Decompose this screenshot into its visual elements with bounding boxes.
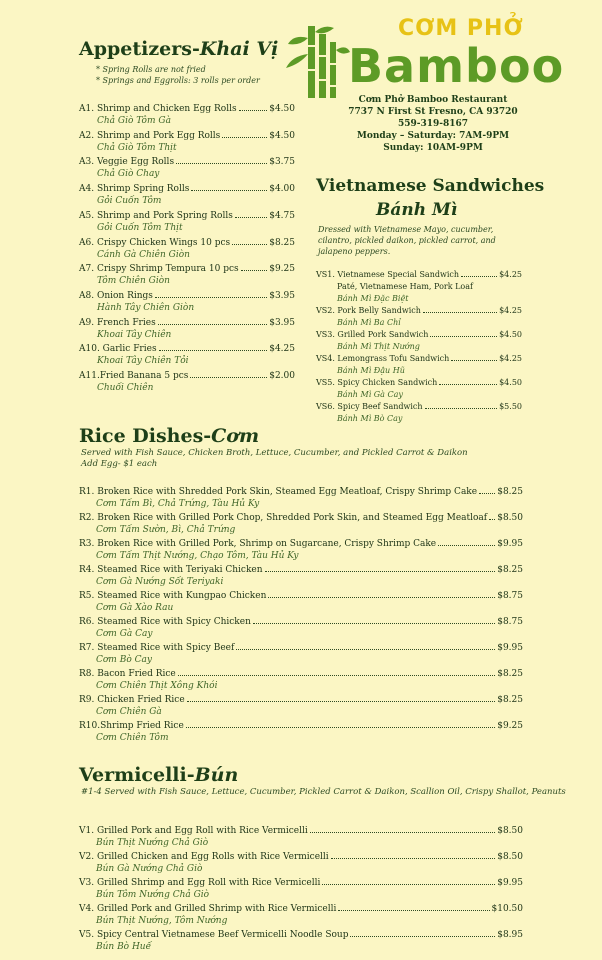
item-price: $3.95 bbox=[269, 290, 295, 301]
item-name: A10. Garlic Fries bbox=[79, 344, 157, 355]
dot-leader bbox=[190, 377, 267, 378]
menu-item bbox=[316, 269, 522, 305]
item-price: $9.95 bbox=[497, 878, 523, 888]
menu-item bbox=[316, 353, 522, 377]
item-price: $8.75 bbox=[497, 617, 523, 627]
rice-desc-block bbox=[81, 448, 468, 470]
item-vietnamese-name: Khoai Tây Chiên bbox=[97, 329, 172, 340]
dot-leader bbox=[338, 910, 489, 911]
item-price: $4.25 bbox=[499, 270, 522, 279]
rice-desc: Served with Fish Sauce, Chicken Broth, Lettuce, Cucumber, and Pickled Carrot & Daikon bbox=[81, 448, 468, 458]
item-price: $8.25 bbox=[497, 695, 523, 705]
item-name: A6. Crispy Chicken Wings 10 pcs bbox=[79, 237, 231, 248]
item-price: $8.50 bbox=[497, 826, 523, 836]
item-price: $8.95 bbox=[497, 930, 523, 940]
dot-leader bbox=[155, 297, 267, 298]
appetizers-notes bbox=[96, 64, 260, 86]
item-price: $4.00 bbox=[269, 184, 295, 195]
item-name: VS6. Spicy Beef Sandwich bbox=[316, 402, 423, 411]
item-name: A1. Shrimp and Chicken Egg Rolls bbox=[79, 104, 237, 114]
menu-item bbox=[79, 642, 523, 666]
menu-item bbox=[79, 343, 295, 367]
item-vietnamese-name: Cơm Chiên Thịt Xông Khói bbox=[96, 681, 218, 691]
item-price: $8.25 bbox=[497, 565, 523, 575]
item-vietnamese-name: Chả Giò Chay bbox=[97, 169, 160, 180]
item-price: $4.50 bbox=[499, 330, 522, 339]
dot-leader bbox=[322, 884, 495, 885]
vermicelli-desc: #1-4 Served with Fish Sauce, Lettuce, Cucumber, Pickled Carrot & Daikon, Scallion Oil, Crispy Shallot, Peanuts bbox=[81, 787, 566, 797]
dot-leader bbox=[241, 270, 268, 271]
hours-weekday: Monday – Saturday: 7AM-9PM bbox=[356, 131, 510, 141]
item-name: V5. Spicy Central Vietnamese Beef Vermicelli Noodle Soup bbox=[79, 930, 349, 940]
menu-item bbox=[79, 590, 523, 614]
item-price: $3.75 bbox=[269, 157, 295, 168]
menu-item bbox=[79, 263, 295, 287]
item-price: $4.25 bbox=[269, 344, 295, 355]
item-price: $8.50 bbox=[497, 513, 523, 523]
item-name: R9. Chicken Fried Rice bbox=[79, 695, 185, 705]
dot-leader bbox=[265, 571, 496, 572]
appetizers-title: Appetizers- bbox=[79, 38, 200, 60]
vermicelli-title-vi: Bún bbox=[194, 764, 239, 786]
menu-item bbox=[79, 130, 295, 154]
item-price: $8.25 bbox=[269, 237, 295, 248]
vermicelli-heading bbox=[79, 764, 238, 786]
dot-leader bbox=[310, 832, 495, 833]
item-price: $4.50 bbox=[269, 130, 295, 141]
item-vietnamese-name: Bún Bò Huế bbox=[96, 942, 152, 952]
menu-item bbox=[79, 877, 523, 901]
item-name: R7. Steamed Rice with Spicy Beef bbox=[79, 643, 235, 653]
dot-leader bbox=[158, 324, 268, 325]
sandwiches-desc: Dressed with Vietnamese Mayo, cucumber, cilantro, pickled daikon, pickled carrot, and jalapeno peppers. bbox=[318, 225, 496, 256]
item-price: $9.95 bbox=[497, 539, 523, 549]
item-name: A11.Fried Banana 5 pcs bbox=[79, 371, 189, 381]
dot-leader bbox=[268, 597, 495, 598]
item-vietnamese-name: Cơm Tấm Thịt Nướng, Chạo Tôm, Tàu Hủ Ky bbox=[96, 551, 299, 561]
item-vietnamese-name: Cơm Gà Nướng Sốt Teriyaki bbox=[96, 577, 224, 587]
item-price: $10.50 bbox=[491, 904, 523, 914]
item-price: $9.25 bbox=[269, 264, 295, 275]
item-name: R4. Steamed Rice with Teriyaki Chicken bbox=[79, 565, 263, 575]
menu-item bbox=[79, 929, 523, 953]
item-name: VS4. Lemongrass Tofu Sandwich bbox=[316, 354, 450, 363]
rice-title: Rice Dishes- bbox=[79, 425, 212, 447]
menu-item bbox=[79, 183, 295, 207]
item-vietnamese-name: Bún Thịt Nướng, Tôm Nướng bbox=[96, 916, 228, 926]
item-price: $2.00 bbox=[269, 371, 295, 381]
item-vietnamese-name: Gỏi Cuốn Tôm Thịt bbox=[97, 222, 183, 233]
sandwiches-title: Vietnamese Sandwiches bbox=[316, 176, 545, 196]
item-price: $4.25 bbox=[499, 306, 522, 315]
item-name: R5. Steamed Rice with Kungpao Chicken bbox=[79, 591, 267, 601]
dot-leader bbox=[191, 190, 267, 191]
item-vietnamese-name: Hành Tây Chiên Giòn bbox=[97, 302, 195, 313]
item-price: $5.50 bbox=[499, 402, 522, 411]
item-price: $3.95 bbox=[269, 317, 295, 328]
bamboo-icon bbox=[286, 24, 350, 100]
item-name: V2. Grilled Chicken and Egg Rolls with Rice Vermicelli bbox=[79, 852, 329, 862]
item-name: A3. Veggie Egg Rolls bbox=[79, 157, 175, 168]
item-name: R2. Broken Rice with Grilled Pork Chop, Shredded Pork Skin, and Steamed Egg Meatloaf bbox=[79, 513, 488, 523]
item-vietnamese-name: Bánh Mì Gà Cay bbox=[337, 390, 403, 399]
vermicelli-title: Vermicelli- bbox=[79, 764, 195, 786]
item-name: V3. Grilled Shrimp and Egg Roll with Rice Vermicelli bbox=[79, 878, 321, 888]
dot-leader bbox=[235, 217, 267, 218]
dot-leader bbox=[489, 519, 495, 520]
menu-item bbox=[79, 486, 523, 510]
item-vietnamese-name: Cơm Bò Cay bbox=[96, 655, 152, 665]
item-vietnamese-name: Cơm Chiên Tôm bbox=[96, 733, 169, 743]
logo-top-text: CƠM PHỞ bbox=[398, 16, 524, 41]
menu-item bbox=[79, 694, 523, 718]
menu-item bbox=[79, 103, 295, 127]
menu-item bbox=[79, 616, 523, 640]
menu-item bbox=[79, 825, 523, 849]
dot-leader bbox=[186, 727, 495, 728]
rice-heading bbox=[79, 425, 259, 447]
item-vietnamese-name: Chuối Chiên bbox=[97, 383, 154, 393]
item-price: $4.50 bbox=[499, 378, 522, 387]
menu-item bbox=[79, 668, 523, 692]
sandwiches-title-vi: Bánh Mì bbox=[376, 200, 458, 220]
item-vietnamese-name: Bún Gà Nướng Chả Giò bbox=[96, 864, 203, 874]
dot-leader bbox=[430, 336, 497, 337]
item-vietnamese-name: Tôm Chiên Giòn bbox=[97, 276, 170, 287]
dot-leader bbox=[187, 701, 496, 702]
rice-title-vi: Cơm bbox=[211, 425, 260, 447]
item-extra: Paté, Vietnamese Ham, Pork Loaf bbox=[337, 282, 473, 291]
restaurant-address: 7737 N First St Fresno, CA 93720 bbox=[348, 107, 518, 117]
item-vietnamese-name: Cơm Tấm Sườn, Bì, Chả Trứng bbox=[96, 525, 236, 535]
menu-item bbox=[79, 538, 523, 562]
item-vietnamese-name: Bánh Mì Đặc Biệt bbox=[337, 294, 409, 303]
restaurant-info bbox=[338, 94, 528, 154]
item-price: $4.25 bbox=[499, 354, 522, 363]
item-name: VS2. Pork Belly Sandwich bbox=[316, 306, 421, 315]
item-price: $8.25 bbox=[497, 487, 523, 497]
item-name: A2. Shrimp and Pork Egg Rolls bbox=[79, 130, 221, 141]
item-name: A8. Onion Rings bbox=[79, 290, 153, 301]
item-vietnamese-name: Bánh Mì Ba Chỉ bbox=[337, 318, 401, 327]
dot-leader bbox=[451, 360, 497, 361]
item-name: A5. Shrimp and Pork Spring Rolls bbox=[79, 210, 233, 221]
appetizers-heading bbox=[79, 38, 278, 60]
item-price: $9.25 bbox=[497, 721, 523, 731]
item-name: R8. Bacon Fried Rice bbox=[79, 669, 176, 679]
dot-leader bbox=[438, 545, 495, 546]
logo bbox=[286, 18, 576, 98]
item-price: $4.50 bbox=[269, 104, 295, 114]
menu-item bbox=[79, 903, 523, 927]
item-price: $8.75 bbox=[497, 591, 523, 601]
menu-item bbox=[316, 305, 522, 329]
item-name: R10.Shrimp Fried Rice bbox=[79, 721, 184, 731]
logo-main-text: Bamboo bbox=[348, 39, 565, 93]
dot-leader bbox=[331, 858, 496, 859]
menu-item bbox=[316, 401, 522, 425]
menu-item bbox=[79, 290, 295, 314]
item-name: VS1. Vietnamese Special Sandwich bbox=[316, 270, 460, 279]
dot-leader bbox=[253, 623, 495, 624]
menu-item bbox=[316, 329, 522, 353]
item-price: $9.95 bbox=[497, 643, 523, 653]
dot-leader bbox=[423, 312, 497, 313]
restaurant-phone: 559-319-8167 bbox=[397, 119, 469, 129]
item-vietnamese-name: Bánh Mì Đậu Hũ bbox=[337, 366, 405, 375]
item-name: A4. Shrimp Spring Rolls bbox=[79, 184, 190, 195]
dot-leader bbox=[461, 276, 497, 277]
menu-item bbox=[79, 156, 295, 180]
item-vietnamese-name: Cơm Tấm Bì, Chả Trứng, Tàu Hủ Ky bbox=[96, 499, 260, 509]
appetizers-title-vi: Khai Vị bbox=[199, 38, 279, 60]
item-vietnamese-name: Chả Giò Tôm Thịt bbox=[97, 142, 177, 153]
item-price: $4.75 bbox=[269, 210, 295, 221]
menu-item bbox=[79, 512, 523, 536]
dot-leader bbox=[239, 110, 268, 111]
item-name: A7. Crispy Shrimp Tempura 10 pcs bbox=[79, 264, 239, 275]
dot-leader bbox=[236, 649, 495, 650]
item-name: R1. Broken Rice with Shredded Pork Skin, Steamed Egg Meatloaf, Crispy Shrimp Cake bbox=[79, 487, 478, 497]
item-price: $8.50 bbox=[497, 852, 523, 862]
rice-add-egg: Add Egg- $1 each bbox=[81, 459, 158, 469]
dot-leader bbox=[439, 384, 497, 385]
item-vietnamese-name: Bún Tôm Nướng Chả Giò bbox=[96, 890, 210, 900]
item-vietnamese-name: Bún Thịt Nướng Chả Giò bbox=[96, 838, 209, 848]
item-vietnamese-name: Cơm Chiên Gà bbox=[96, 707, 162, 717]
item-name: R6. Steamed Rice with Spicy Chicken bbox=[79, 617, 251, 627]
item-vietnamese-name: Khoai Tây Chiên Tỏi bbox=[97, 356, 189, 367]
dot-leader bbox=[176, 163, 267, 164]
hours-sunday: Sunday: 10AM-9PM bbox=[383, 143, 483, 153]
menu-item bbox=[79, 370, 295, 394]
menu-item bbox=[79, 720, 523, 744]
item-name: A9. French Fries bbox=[79, 317, 156, 328]
item-name: V1. Grilled Pork and Egg Roll with Rice Vermicelli bbox=[79, 826, 308, 836]
item-vietnamese-name: Bánh Mì Thịt Nướng bbox=[337, 342, 420, 351]
dot-leader bbox=[178, 675, 496, 676]
dot-leader bbox=[479, 493, 495, 494]
item-vietnamese-name: Cơm Gà Xào Rau bbox=[96, 603, 174, 613]
restaurant-name: Cơm Phở Bamboo Restaurant bbox=[358, 95, 508, 105]
menu-item bbox=[79, 564, 523, 588]
item-vietnamese-name: Cánh Gà Chiên Giòn bbox=[97, 249, 190, 260]
menu-item bbox=[79, 317, 295, 341]
appetizers-note: * Springs and Eggrolls: 3 rolls per order bbox=[96, 76, 260, 85]
item-vietnamese-name: Bánh Mì Bò Cay bbox=[337, 414, 403, 423]
menu-item bbox=[316, 377, 522, 401]
item-name: VS3. Grilled Pork Sandwich bbox=[316, 330, 429, 339]
dot-leader bbox=[232, 244, 267, 245]
menu-item bbox=[79, 851, 523, 875]
item-name: R3. Broken Rice with Grilled Pork, Shrimp on Sugarcane, Crispy Shrimp Cake bbox=[79, 539, 437, 549]
item-vietnamese-name: Chả Giò Tôm Gà bbox=[97, 116, 171, 126]
appetizers-note: * Spring Rolls are not fried bbox=[96, 65, 206, 74]
item-name: V4. Grilled Pork and Grilled Shrimp with Rice Vermicelli bbox=[79, 904, 337, 914]
dot-leader bbox=[425, 408, 498, 409]
item-price: $8.25 bbox=[497, 669, 523, 679]
menu-item bbox=[79, 237, 295, 261]
item-vietnamese-name: Gỏi Cuốn Tôm bbox=[97, 196, 162, 207]
menu-item bbox=[79, 210, 295, 234]
item-name: VS5. Spicy Chicken Sandwich bbox=[316, 378, 438, 387]
dot-leader bbox=[222, 137, 267, 138]
dot-leader bbox=[159, 350, 268, 351]
dot-leader bbox=[350, 936, 495, 937]
item-vietnamese-name: Cơm Gà Cay bbox=[96, 629, 153, 639]
